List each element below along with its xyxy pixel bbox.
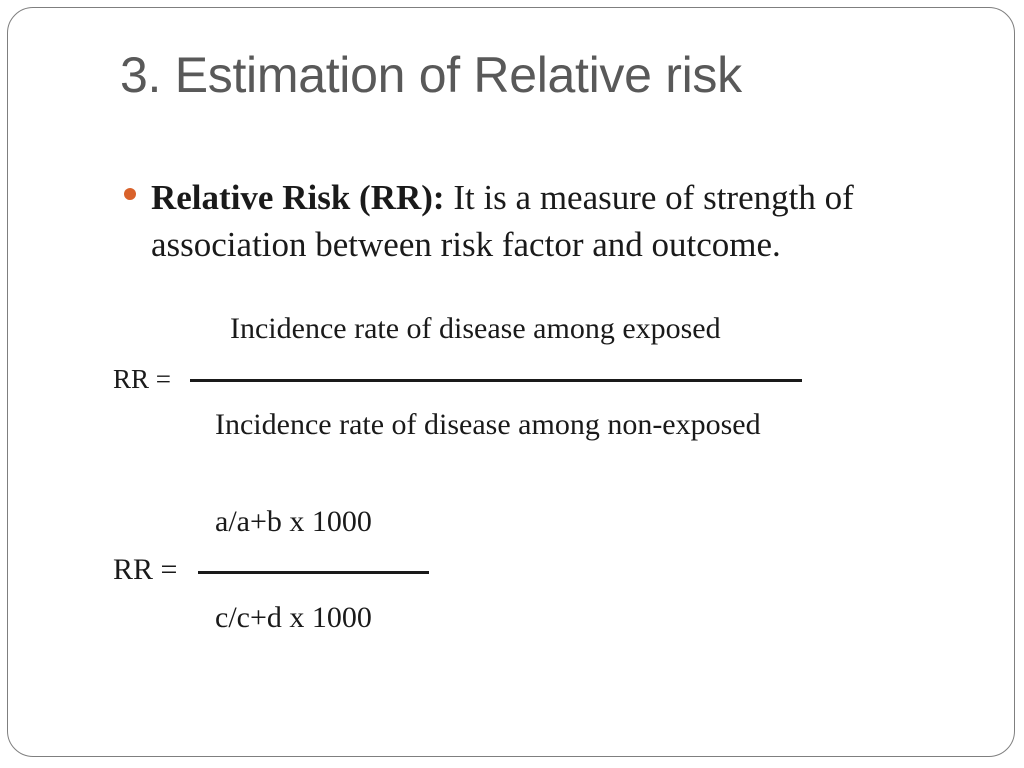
formula1-fraction-bar [190,379,802,382]
formula2-lhs: RR = [113,553,178,586]
formula1-lhs: RR = [113,364,171,394]
formula2-fraction-bar [198,571,429,574]
bullet-text [151,174,971,268]
formula2-numerator: a/a+b x 1000 [215,505,372,538]
formula1-denominator: Incidence rate of disease among non-exposed [215,408,761,441]
formula2-denominator: c/c+d x 1000 [215,601,372,634]
bullet-term: Relative Risk (RR): [151,178,445,217]
formula1-numerator: Incidence rate of disease among exposed [230,312,721,345]
slide-title: 3. Estimation of Relative risk [120,47,742,103]
bullet-definition: It is a measure of strength of association between risk factor and outcome. [151,178,854,264]
bullet-dot-icon [124,188,136,200]
